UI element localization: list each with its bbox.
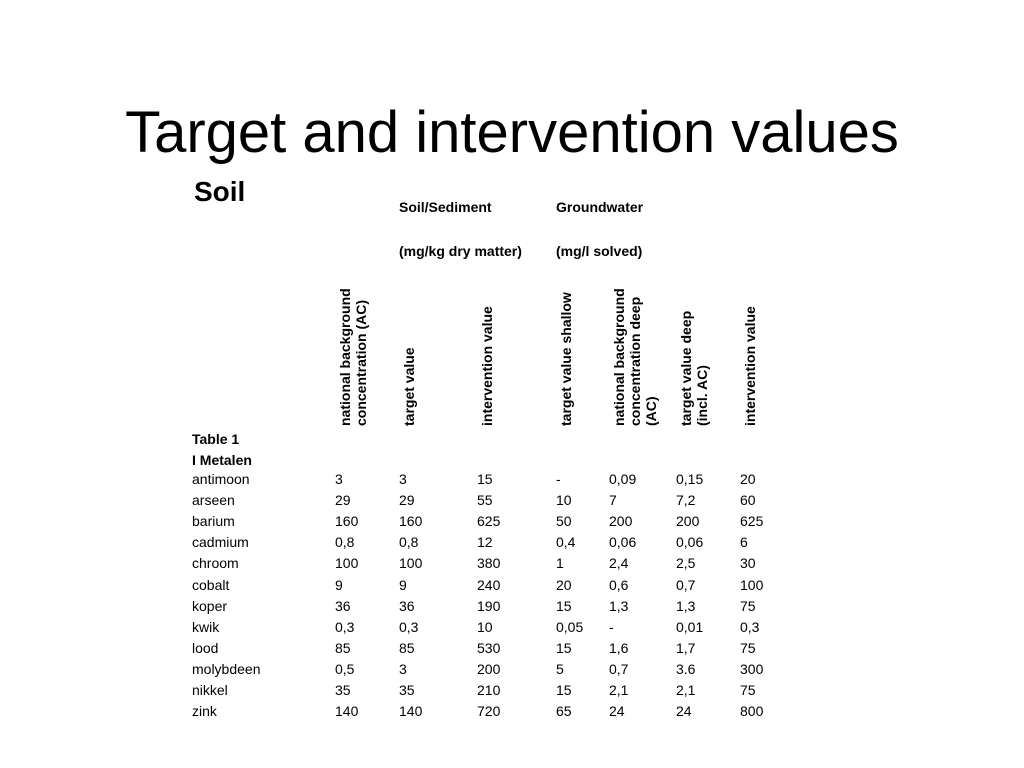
table-cell: 100 bbox=[399, 555, 423, 572]
table-cell: 140 bbox=[399, 703, 423, 720]
table-cell: 12 bbox=[477, 534, 493, 551]
table-cell: 75 bbox=[740, 682, 756, 698]
row-label: chroom bbox=[192, 555, 239, 572]
column-header-line: target value bbox=[401, 347, 417, 426]
table-cell: 0,5 bbox=[335, 660, 355, 677]
table-cell: 20 bbox=[556, 576, 572, 593]
table-cell: 35 bbox=[335, 682, 351, 698]
table-cell: 24 bbox=[676, 703, 692, 720]
table-cell: 380 bbox=[477, 555, 501, 572]
table-cell: 200 bbox=[609, 513, 633, 530]
slide-subtitle: Soil bbox=[194, 176, 246, 207]
table-cell: 300 bbox=[740, 660, 764, 677]
row-label: antimoon bbox=[192, 471, 250, 487]
table-cell: 625 bbox=[740, 513, 764, 530]
table-cell: 0,3 bbox=[335, 618, 355, 635]
group-header-soil-sediment: Soil/Sediment bbox=[399, 199, 492, 215]
table-cell: 9 bbox=[399, 576, 407, 593]
table-cell: 200 bbox=[477, 660, 501, 677]
table-cell: 190 bbox=[477, 597, 501, 614]
table-cell: 2,1 bbox=[609, 682, 629, 698]
table-cell: 0,06 bbox=[609, 534, 637, 551]
table-row bbox=[0, 659, 1024, 680]
table-cell: 5 bbox=[556, 660, 564, 677]
row-label: koper bbox=[192, 597, 228, 614]
table-cell: 1,7 bbox=[676, 639, 696, 656]
table-cell: 75 bbox=[740, 597, 756, 614]
row-label: kwik bbox=[192, 618, 220, 635]
table-cell: 0,3 bbox=[740, 618, 760, 635]
row-label: nikkel bbox=[192, 682, 228, 698]
table-row bbox=[0, 638, 1024, 659]
table-row bbox=[0, 469, 1024, 490]
column-header-c6 bbox=[678, 266, 710, 426]
table-cell: 3 bbox=[399, 471, 407, 487]
table-cell: 1 bbox=[556, 555, 564, 572]
table-cell: 20 bbox=[740, 471, 756, 487]
table-cell: 3 bbox=[335, 471, 343, 487]
table-cell: 2,5 bbox=[676, 555, 696, 572]
table-cell: 85 bbox=[335, 639, 351, 656]
table-cell: 65 bbox=[556, 703, 572, 720]
table-row bbox=[0, 511, 1024, 532]
table-cell: 0,09 bbox=[609, 471, 637, 487]
column-header-line: target value shallow bbox=[558, 292, 574, 426]
column-header-c5 bbox=[611, 266, 659, 426]
table-cell: 10 bbox=[477, 618, 493, 635]
table-cell: 7 bbox=[609, 492, 617, 509]
table-cell: - bbox=[556, 471, 561, 487]
table-cell: 9 bbox=[335, 576, 343, 593]
table-cell: 15 bbox=[556, 682, 572, 698]
slide-title: Target and intervention values bbox=[125, 100, 899, 165]
row-label: arseen bbox=[192, 492, 235, 509]
table-cell: 800 bbox=[740, 703, 764, 720]
table-cell: 160 bbox=[335, 513, 359, 530]
table-cell: 140 bbox=[335, 703, 359, 720]
table-cell: 2,4 bbox=[609, 555, 629, 572]
table-row bbox=[0, 596, 1024, 617]
table-cell: 0,7 bbox=[609, 660, 629, 677]
table-label: Table 1 bbox=[192, 431, 240, 447]
table-cell: 0,6 bbox=[609, 576, 629, 593]
table-cell: 55 bbox=[477, 492, 493, 509]
table-cell: 625 bbox=[477, 513, 501, 530]
column-header-line: national background bbox=[337, 288, 353, 426]
table-cell: 160 bbox=[399, 513, 423, 530]
table-cell: 0,3 bbox=[399, 618, 419, 635]
table-row bbox=[0, 680, 1024, 701]
table-cell: 36 bbox=[399, 597, 415, 614]
table-cell: 3.6 bbox=[676, 660, 696, 677]
table-cell: 60 bbox=[740, 492, 756, 509]
column-header-c2 bbox=[401, 266, 417, 426]
column-header-line: target value deep bbox=[678, 310, 694, 426]
section-label: I Metalen bbox=[192, 452, 252, 468]
table-cell: 15 bbox=[477, 471, 493, 487]
table-cell: 6 bbox=[740, 534, 748, 551]
table-cell: 200 bbox=[676, 513, 700, 530]
row-label: lood bbox=[192, 639, 219, 656]
table-cell: 30 bbox=[740, 555, 756, 572]
table-cell: 75 bbox=[740, 639, 756, 656]
table-row bbox=[0, 532, 1024, 553]
table-row bbox=[0, 490, 1024, 511]
column-header-line: intervention value bbox=[742, 306, 758, 426]
table-cell: 100 bbox=[335, 555, 359, 572]
table-cell: 2,1 bbox=[676, 682, 696, 698]
table-cell: 0,7 bbox=[676, 576, 696, 593]
table-cell: 530 bbox=[477, 639, 501, 656]
table-row bbox=[0, 701, 1024, 722]
column-header-c3 bbox=[479, 266, 495, 426]
table-cell: 0,05 bbox=[556, 618, 584, 635]
table-cell: 1,3 bbox=[676, 597, 696, 614]
table-cell: 29 bbox=[335, 492, 351, 509]
table-row bbox=[0, 553, 1024, 574]
table-cell: 7,2 bbox=[676, 492, 696, 509]
column-header-line: (incl. AC) bbox=[694, 365, 710, 426]
table-row bbox=[0, 617, 1024, 638]
group-header-groundwater: Groundwater bbox=[556, 199, 644, 215]
table-cell: 720 bbox=[477, 703, 501, 720]
table-cell: 85 bbox=[399, 639, 415, 656]
row-label: cadmium bbox=[192, 534, 249, 551]
column-header-line: (AC) bbox=[643, 396, 659, 426]
table-cell: 3 bbox=[399, 660, 407, 677]
table-row bbox=[0, 575, 1024, 596]
group-unit-groundwater: (mg/l solved) bbox=[556, 243, 643, 259]
table-cell: 0,8 bbox=[399, 534, 419, 551]
table-cell: 15 bbox=[556, 597, 572, 614]
table-cell: 0,06 bbox=[676, 534, 704, 551]
table-cell: 10 bbox=[556, 492, 572, 509]
column-header-c7 bbox=[742, 266, 758, 426]
table-cell: 29 bbox=[399, 492, 415, 509]
row-label: zink bbox=[192, 703, 217, 720]
group-unit-soil-sediment: (mg/kg dry matter) bbox=[399, 243, 522, 259]
table-cell: 24 bbox=[609, 703, 625, 720]
column-header-c4 bbox=[558, 266, 574, 426]
column-header-line: national background bbox=[611, 288, 627, 426]
column-header-line: concentration deep bbox=[627, 296, 643, 426]
table-cell: 36 bbox=[335, 597, 351, 614]
column-header-c1 bbox=[337, 266, 369, 426]
table-cell: 1,3 bbox=[609, 597, 629, 614]
row-label: barium bbox=[192, 513, 235, 530]
table-cell: 35 bbox=[399, 682, 415, 698]
column-header-line: intervention value bbox=[479, 306, 495, 426]
table-cell: 0,4 bbox=[556, 534, 576, 551]
table-cell: 0,8 bbox=[335, 534, 355, 551]
table-cell: 0,15 bbox=[676, 471, 704, 487]
table-cell: 210 bbox=[477, 682, 501, 698]
table-cell: 0,01 bbox=[676, 618, 704, 635]
table-cell: 1,6 bbox=[609, 639, 629, 656]
row-label: molybdeen bbox=[192, 660, 261, 677]
table-cell: - bbox=[609, 618, 614, 635]
table-cell: 240 bbox=[477, 576, 501, 593]
column-header-line: concentration (AC) bbox=[353, 300, 369, 426]
table-cell: 100 bbox=[740, 576, 764, 593]
row-label: cobalt bbox=[192, 576, 230, 593]
table-cell: 50 bbox=[556, 513, 572, 530]
table-cell: 15 bbox=[556, 639, 572, 656]
